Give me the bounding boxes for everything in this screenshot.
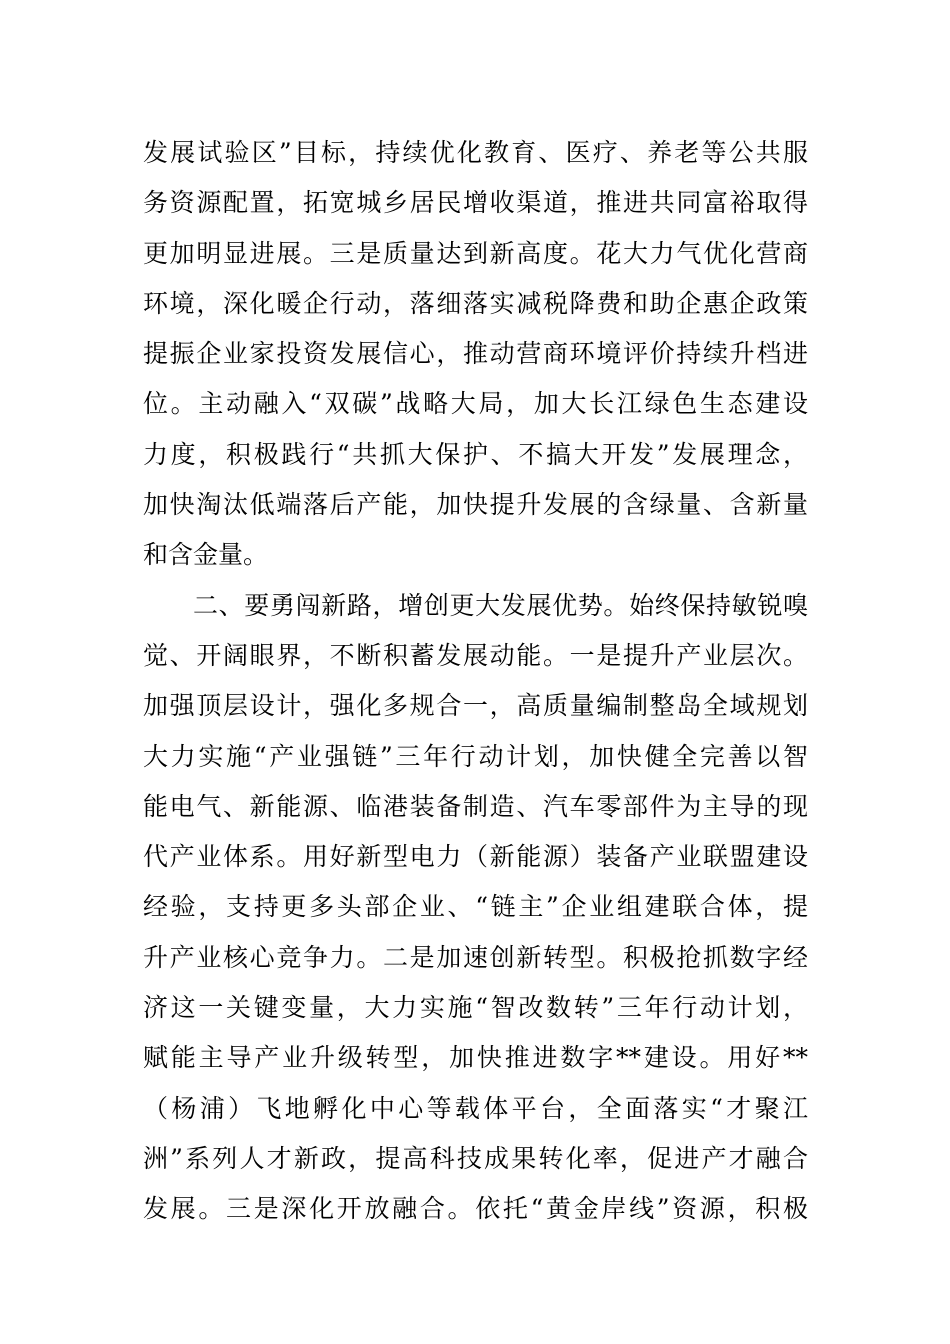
text-line: 代产业体系。用好新型电力（新能源）装备产业联盟建设 [143,842,808,872]
text-line: 务资源配置，拓宽城乡居民增收渠道，推进共同富裕取得 [143,188,808,218]
text-line: 发展。三是深化开放融合。依托“黄金岸线”资源，积极 [143,1194,808,1224]
paragraph-end-line: 和含金量。 [143,540,269,570]
text-line: 大力实施“产业强链”三年行动计划，加快健全完善以智 [143,741,808,771]
text-line: 觉、开阔眼界，不断积蓄发展动能。一是提升产业层次。 [143,640,808,670]
text-line: 升产业核心竞争力。二是加速创新转型。积极抢抓数字经 [143,942,808,972]
text-line: 济这一关键变量，大力实施“智改数转”三年行动计划， [143,993,808,1023]
text-line: 力度，积极践行“共抓大保护、不搞大开发”发展理念， [143,439,808,469]
text-line: 发展试验区”目标，持续优化教育、医疗、养老等公共服 [143,138,808,167]
text-line: （杨浦）飞地孵化中心等载体平台，全面落实“才聚江 [143,1093,808,1123]
paragraph-start-line: 二、要勇闯新路，增创更大发展优势。始终保持敏锐嗅 [193,590,808,620]
text-line: 赋能主导产业升级转型，加快推进数字**建设。用好** [143,1043,808,1073]
text-line: 环境，深化暖企行动，落细落实减税降费和助企惠企政策 [143,288,808,318]
text-line: 位。主动融入“双碳”战略大局，加大长江绿色生态建设 [143,389,808,419]
text-line: 洲”系列人才新政，提高科技成果转化率，促进产才融合 [143,1143,808,1173]
text-line: 经验，支持更多头部企业、“链主”企业组建联合体，提 [143,892,808,922]
text-line: 能电气、新能源、临港装备制造、汽车零部件为主导的现 [143,791,808,821]
text-line: 加强顶层设计，强化多规合一，高质量编制整岛全域规划 [143,691,808,721]
text-line: 提振企业家投资发展信心，推动营商环境评价持续升档进 [143,339,808,369]
text-line: 加快淘汰低端落后产能，加快提升发展的含绿量、含新量 [143,490,808,520]
text-line: 更加明显进展。三是质量达到新高度。花大力气优化营商 [143,238,808,268]
document-body [143,128,808,1235]
